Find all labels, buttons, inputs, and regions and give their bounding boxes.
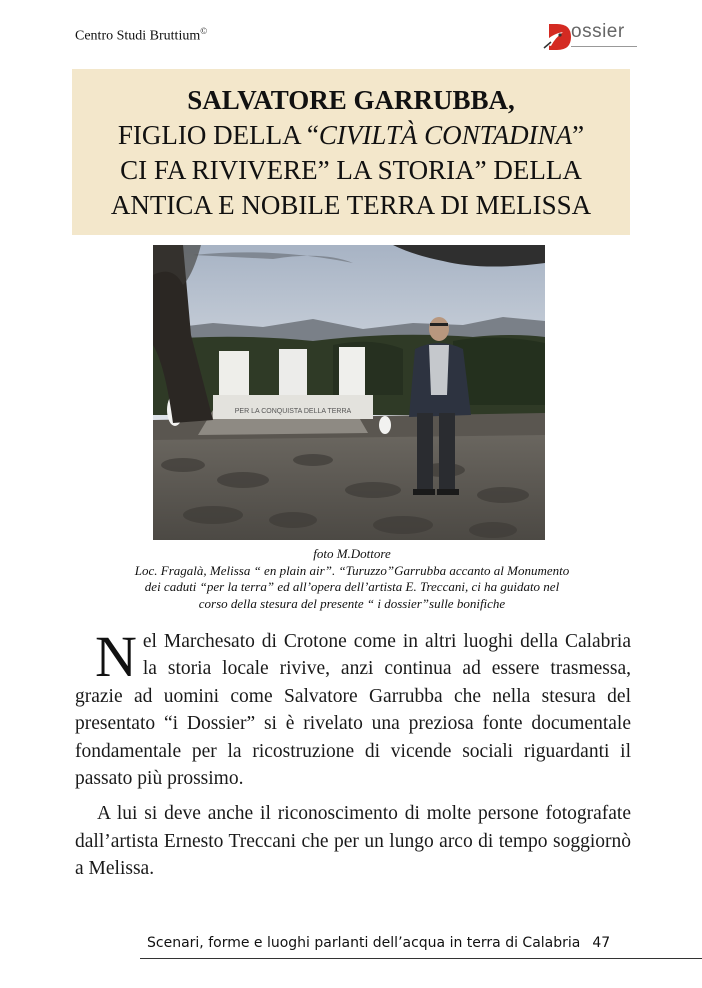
running-title: Scenari, forme e luoghi parlanti dell’acqua in terra di Calabria xyxy=(147,935,581,951)
publisher-label: Centro Studi Bruttium xyxy=(75,28,201,44)
logo-underline xyxy=(571,46,637,47)
paragraph-2: A lui si deve anche il riconoscimento di molte persone fotografate dall’artista Ernesto Treccani che per un lungo arco di tempo soggiornò a Melissa. xyxy=(75,803,631,880)
page-footer xyxy=(147,935,610,951)
title-line-1: SALVATORE GARRUBBA, xyxy=(187,85,515,115)
logo-wordmark: ossier xyxy=(571,21,625,42)
monument-photo-image xyxy=(153,245,545,540)
title-line-2-suffix: ” xyxy=(572,120,585,150)
paragraph-1 xyxy=(75,624,631,792)
drop-cap: N xyxy=(95,624,137,689)
title-line-2-prefix: FIGLIO DELLA “ xyxy=(117,120,319,150)
publisher-name xyxy=(75,26,207,45)
dossier-logo xyxy=(541,20,641,54)
paragraph-1-text: el Marchesato di Crotone come in altri luoghi della Calabria la storia locale rivive, anzi continua ad essere trasmessa, grazie ad uomini come Salvatore Garrubba che nella stesura del presentato “i Dossier” si è rivelato una preziosa fonte documentale fondamentale per la ricostruzione di vicende sociali riguardanti il passato più prossimo. xyxy=(75,631,631,790)
page-title xyxy=(72,69,630,223)
title-panel xyxy=(72,69,630,235)
caption-line-1: Loc. Fragalà, Melissa “ en plain air”. “Turuzzo”Garrubba accanto al Monumento xyxy=(134,562,570,578)
article-body xyxy=(75,624,631,883)
title-line-2-italic: CIVILTÀ CONTADINA xyxy=(318,120,573,150)
caption-line-2: dei caduti “per la terra” ed all’opera dell’artista E. Treccani, ci ha guidato nel xyxy=(144,579,560,594)
monument-inscription: PER LA CONQUISTA DELLA TERRA xyxy=(234,408,352,415)
title-line-3: CI FA RIVIVERE” LA STORIA” DELLA xyxy=(120,155,582,185)
photo-caption xyxy=(62,546,642,612)
footer-rule xyxy=(140,958,702,959)
caption-line-3: corso della stesura del presente “ i dossier”sulle bonifiche xyxy=(198,595,506,611)
title-line-4: ANTICA E NOBILE TERRA DI MELISSA xyxy=(110,190,592,220)
title-line-2 xyxy=(72,118,630,153)
photo-credit: foto M.Dottore xyxy=(313,546,391,561)
monument-photo xyxy=(153,245,545,540)
copyright-mark: © xyxy=(200,26,208,36)
page-number: 47 xyxy=(592,935,611,951)
